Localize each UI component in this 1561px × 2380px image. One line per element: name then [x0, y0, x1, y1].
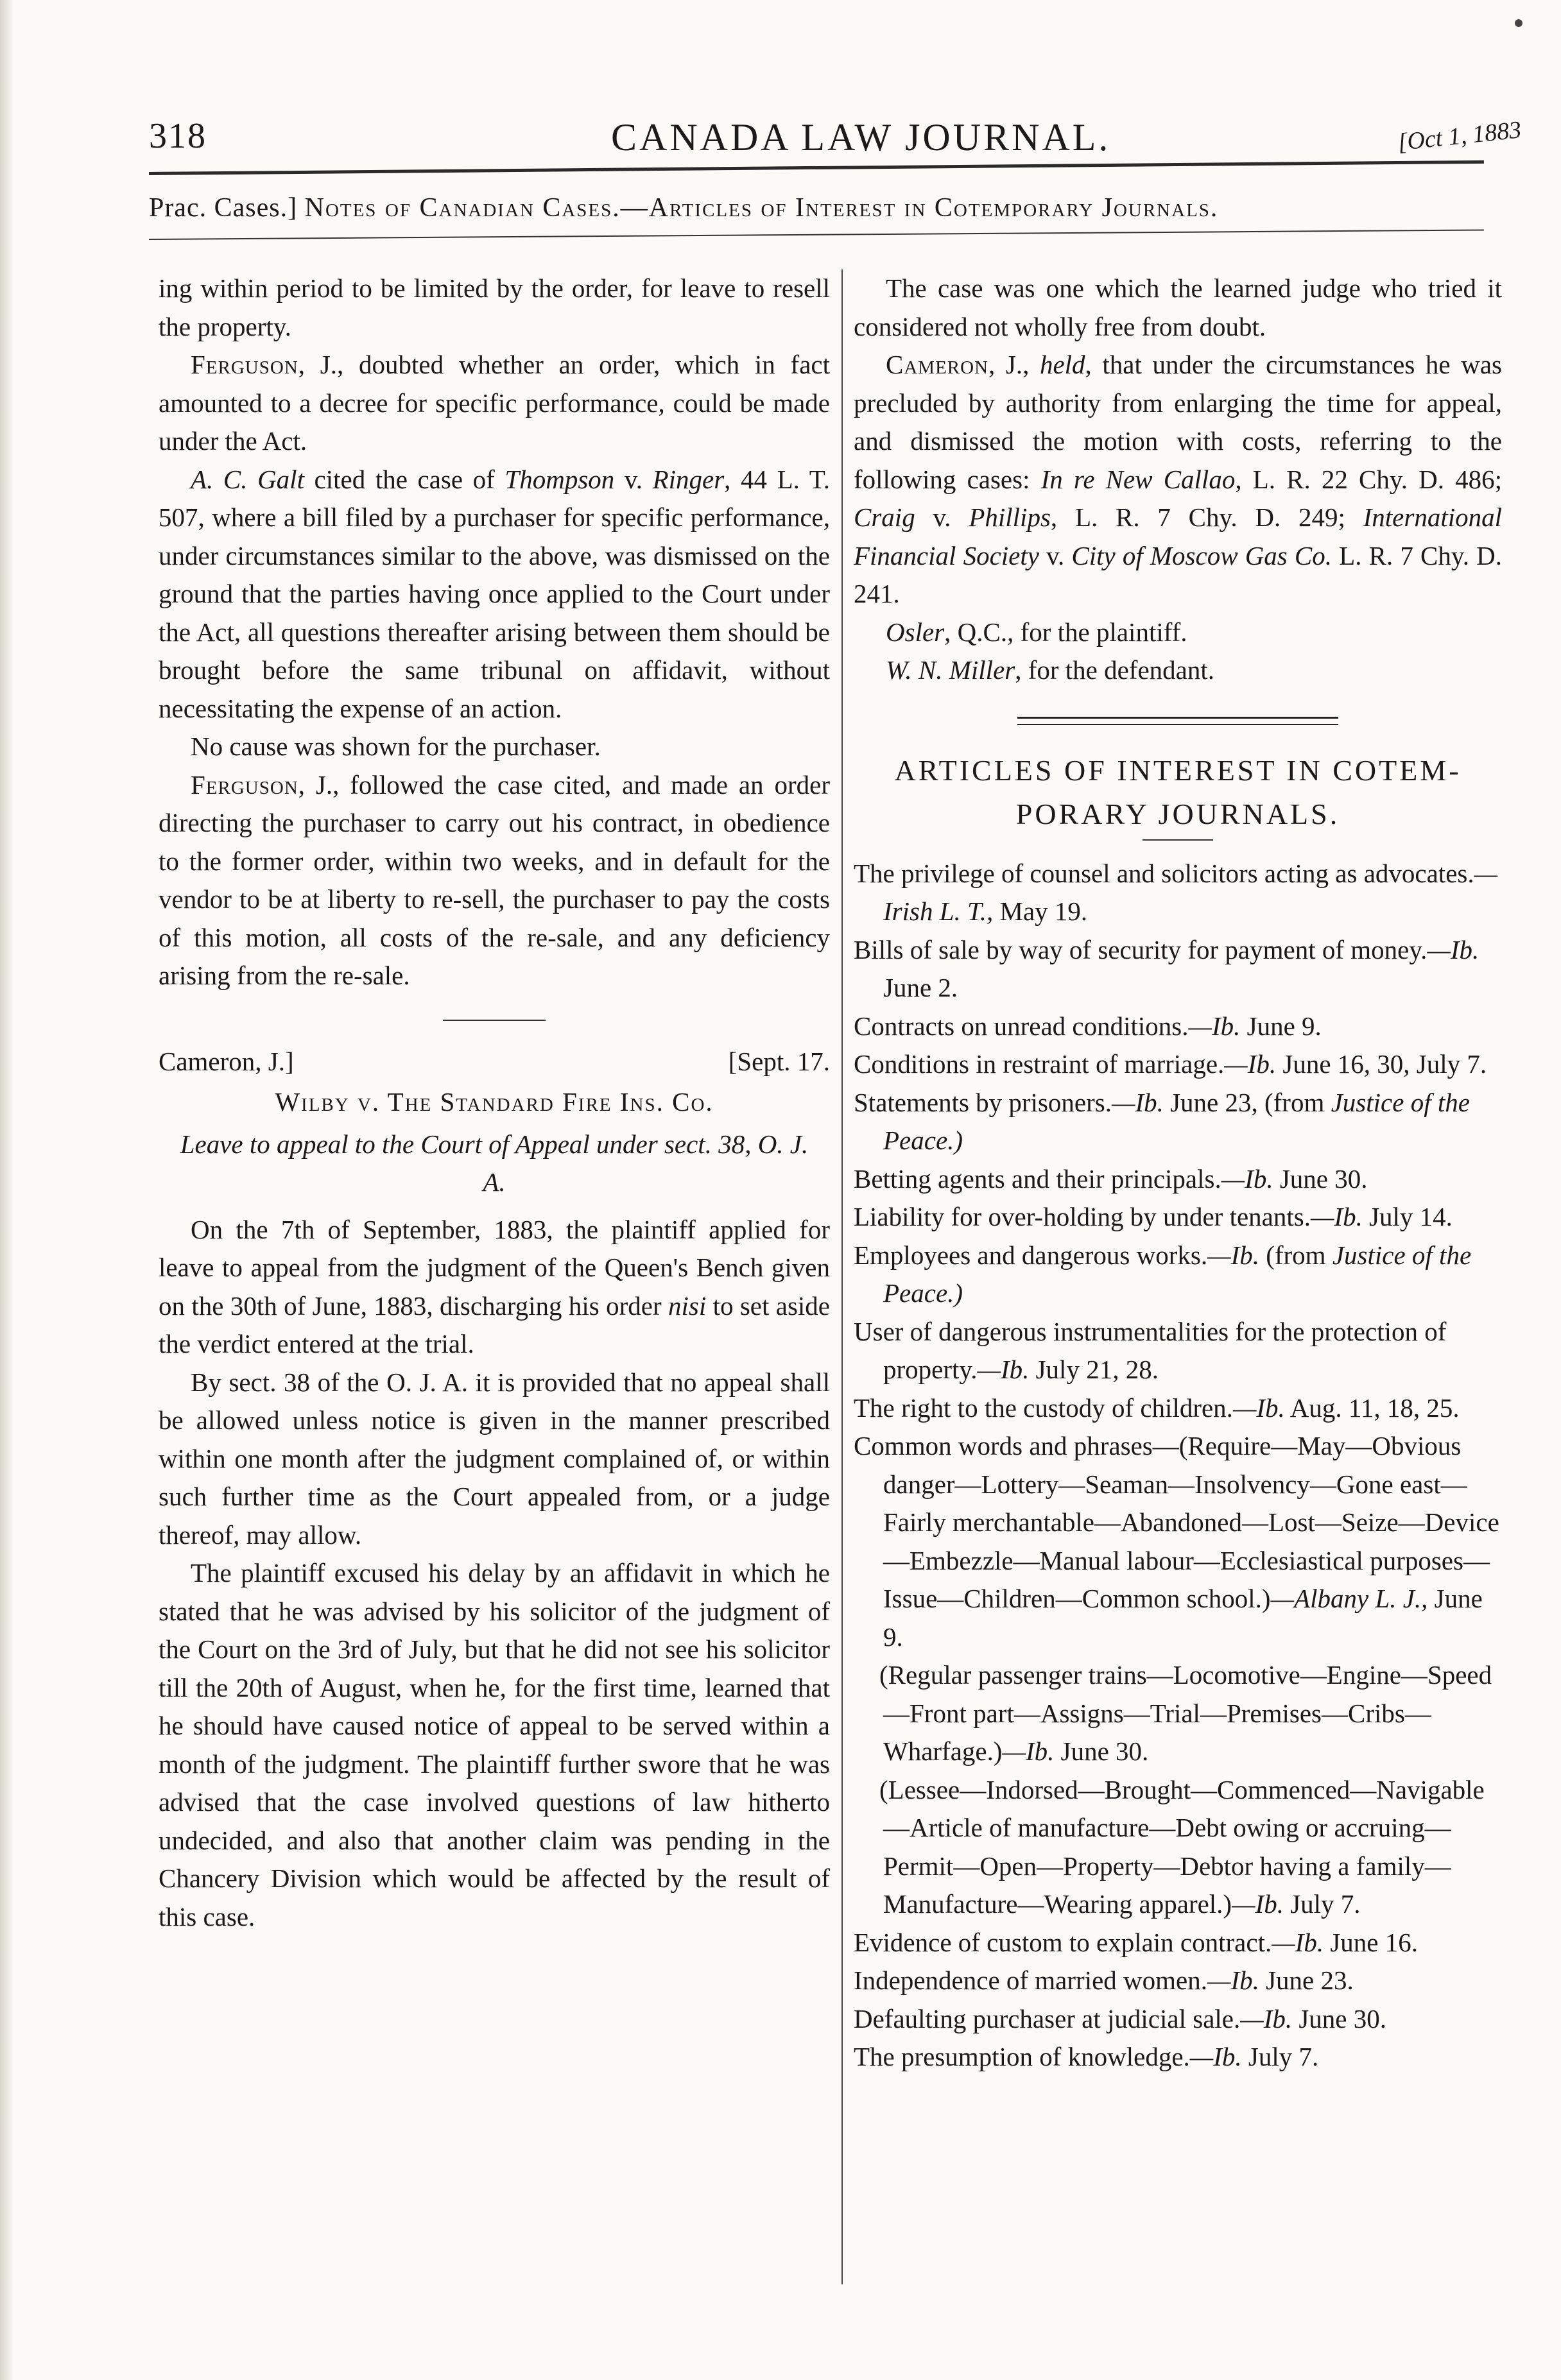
journal-title: CANADA LAW JOURNAL. [611, 116, 1111, 158]
article-title: The privilege of counsel and solicitors acting as advocates. [854, 858, 1474, 888]
case-judge: Cameron, J.] [159, 1046, 294, 1076]
page-number: 318 [149, 116, 207, 156]
article-title: Independence of married women. [854, 1965, 1207, 1995]
paragraph-text: cited the case of [304, 464, 505, 494]
running-head-prefix: Prac. Cases.] [149, 193, 298, 223]
article-title: Liability for over-holding by under tenants. [854, 1202, 1311, 1231]
paragraph-text: , that under the circumstances he was precluded by authority from enlarging the time for appeal, and dismissed the motion with costs, referring to the following cases: [854, 350, 1502, 494]
case-title: Wilby v. The Standard Fire Ins. Co. [275, 1087, 714, 1117]
article-entry [854, 1007, 1502, 1046]
latin-term: nisi [668, 1290, 707, 1321]
article-source: —Ib. [1240, 2003, 1293, 2033]
paragraph-text: , J., followed the case cited, and made an order directing the purchaser to carry out his contract, in obedience to the former order, within two weeks, and in default for the vendor to be at liberty to re-sell, the purchaser to pay the costs of this motion, all costs of the re-sale, and any deficiency arising from the re-sale. [159, 769, 830, 990]
paragraph-text: v. [1039, 540, 1072, 570]
left-column [159, 270, 830, 1936]
case-name: City of Moscow Gas Co. [1071, 540, 1332, 570]
article-source: —Ib. [1111, 1087, 1164, 1117]
running-head [149, 193, 1522, 223]
article-date: July 21, 28. [1029, 1355, 1159, 1384]
article-entry [854, 931, 1502, 1007]
article-date: June 16, 30, July 7. [1276, 1049, 1487, 1079]
article-source: —Ib. [1207, 1965, 1259, 1995]
article-source: —Ib. [1232, 1392, 1285, 1423]
article-title: Contracts on unread conditions. [854, 1011, 1189, 1041]
article-date: June 9. [883, 1584, 1483, 1652]
article-title: Evidence of custom to explain contract. [854, 1927, 1272, 1957]
article-title: Betting agents and their principals. [854, 1163, 1221, 1194]
article-date: June 30. [1054, 1736, 1149, 1766]
right-column [854, 270, 1502, 2076]
paragraph-text: , J., [988, 350, 1040, 379]
article-source: —Ib. [1224, 1049, 1277, 1079]
article-title: (Lessee—Indorsed—Brought—Commenced—Navigable—Article of manufacture—Debt owing or accruing—Permit—Open—Property—Debtor having a family—Manufacture—Wearing apparel.) [879, 1774, 1485, 1919]
article-source: —Ib. [1427, 934, 1479, 964]
paragraph: By sect. 38 of the O. J. A. it is provided that no appeal shall be allowed unless notice is given in the manner prescribed within one month after the judgment complained of, or within such further time as the Court appealed from, or a judge thereof, may allow. [159, 1367, 830, 1550]
counsel-name: A. C. Galt [191, 464, 304, 494]
held-term: held [1039, 350, 1085, 379]
article-origin: Justice of the Peace.) [883, 1240, 1472, 1308]
paragraph-text: to set aside the verdict entered at the trial. [159, 1290, 830, 1358]
article-date: June 23. [1259, 1965, 1354, 1995]
judge-name: Ferguson [191, 769, 298, 800]
article-date: July 7. [1241, 2042, 1319, 2071]
article-entry [854, 1962, 1502, 2000]
article-date: June 30. [1273, 1163, 1368, 1194]
case-name: In re New Callao [1040, 464, 1236, 494]
article-entry [854, 1313, 1502, 1389]
article-title: User of dangerous instrumentalities for the protection of property. [854, 1316, 1447, 1384]
paragraph [159, 346, 830, 461]
paragraph-text: , 44 L. T. 507, where a bill filed by a purchaser for specific performance, under circumstances similar to the above, was dismissed on the ground that the parties having once applied to the Court under the Act, all questions thereafter arising between them should be brought before the same tribunal on affidavit, without necessitating the expense of an action. [159, 464, 830, 723]
article-entry [854, 1427, 1502, 1656]
article-source: —Ib. [1189, 2042, 1242, 2071]
article-entry [854, 2000, 1502, 2039]
issue-date: [Oct 1, 1883 [1396, 116, 1522, 157]
case-name: Craig [854, 502, 915, 532]
section-separator [1143, 839, 1213, 841]
article-source: —Albany L. J., [1270, 1584, 1428, 1613]
paragraph-text: v. [915, 502, 969, 532]
article-date: July 14. [1362, 1202, 1453, 1231]
article-source: —Irish L. T., [883, 858, 1498, 926]
section-separator [443, 1020, 546, 1021]
paragraph-text: v. [614, 464, 653, 494]
article-date: Aug. 11, 18, 25. [1284, 1392, 1460, 1423]
article-source: —Ib. [1221, 1163, 1273, 1194]
article-title: Bills of sale by way of security for payment of money. [854, 934, 1427, 964]
article-source: —Ib. [977, 1355, 1030, 1384]
article-entry [854, 1237, 1502, 1313]
article-title: Statements by prisoners. [854, 1087, 1112, 1117]
counsel-name: W. N. Miller [886, 655, 1015, 685]
counsel-line [854, 613, 1502, 652]
case-subtitle: Leave to appeal to the Court of Appeal under sect. 38, O. J. A. [180, 1129, 809, 1197]
article-source: —Ib. [1188, 1011, 1241, 1041]
article-title: The presumption of knowledge. [854, 2042, 1190, 2071]
article-source: —Ib. [1272, 1927, 1324, 1957]
article-entry [854, 1924, 1502, 1962]
paragraph-text: , Q.C., for the plaintiff. [944, 617, 1187, 647]
paragraph-text: , L. R. 22 Chy. D. 486; [1235, 464, 1502, 494]
ink-spot [1515, 19, 1522, 27]
section-double-rule [1017, 717, 1338, 725]
article-entry [854, 1198, 1502, 1237]
article-source: —Ib. [1232, 1889, 1284, 1919]
paragraph-text: , for the defendant. [1015, 655, 1215, 685]
article-date: (from [1259, 1240, 1332, 1270]
paragraph-text: L. R. 7 Chy. D. 241. [854, 540, 1502, 608]
page-fold-shadow [0, 0, 14, 2380]
article-date: June 9. [1240, 1011, 1322, 1041]
article-date: June 16. [1324, 1927, 1418, 1957]
case-name: Thompson [505, 464, 615, 494]
article-entry [854, 1160, 1502, 1199]
article-source: —Ib. [1310, 1202, 1363, 1231]
running-head-rule [149, 229, 1484, 240]
page-header [149, 116, 1522, 167]
article-entry [854, 1656, 1502, 1771]
article-entry [854, 855, 1502, 931]
paragraph: The plaintiff excused his delay by an affidavit in which he stated that he was advised by his solicitor of the judgment of the Court on the 3rd of July, but that he did not see his solicitor till the 20th of August, when he, for the first time, learned that he should have caused notice of appeal to be served within a month of the judgment. The plaintiff further swore that he was advised that the case involved questions of law hitherto undecided, and also that another claim was pending in the Chancery Division which would be affected by the result of this case. [159, 1558, 830, 1931]
case-date: [Sept. 17. [728, 1046, 830, 1076]
paragraph: ing within period to be limited by the order, for leave to resell the property. [159, 273, 830, 341]
article-entry [854, 2038, 1502, 2076]
paragraph [854, 346, 1502, 613]
article-date: June 23, (from [1163, 1087, 1331, 1117]
paragraph [159, 461, 830, 728]
article-date: July 7. [1283, 1889, 1361, 1919]
counsel-name: Osler [886, 617, 945, 647]
paragraph: The case was one which the learned judge who tried it considered not wholly free from doubt. [854, 273, 1502, 341]
paragraph-text: , J., doubted whether an order, which in fact amounted to a decree for specific performance, could be made under the Act. [159, 350, 830, 456]
article-title: Employees and dangerous works. [854, 1240, 1208, 1270]
section-title: PORARY JOURNALS. [1015, 797, 1340, 830]
case-header [159, 1043, 830, 1081]
section-title: ARTICLES OF INTEREST IN COTEM- [894, 753, 1462, 787]
column-divider [841, 270, 843, 2284]
article-entry [854, 1084, 1502, 1160]
judge-name: Cameron [886, 350, 989, 379]
article-title: Common words and phrases—(Require—May—Obvious danger—Lottery—Seaman—Insolvency—Gone east—Fairly merchantable—Abandoned—Lost—Seize—Device—Embezzle—Manual labour—Ecclesiastical purposes—Issue—Children—Common school.) [854, 1431, 1499, 1613]
article-date: June 2. [883, 973, 958, 1002]
article-source: —Ib. [1207, 1240, 1259, 1270]
article-entry [854, 1045, 1502, 1084]
running-head-section: Notes of Canadian Cases.—Articles of Interest in Cotemporary Journals. [304, 193, 1219, 223]
article-title: The right to the custody of children. [854, 1392, 1233, 1423]
paragraph [159, 766, 830, 995]
paragraph-text: On the 7th of September, 1883, the plaintiff applied for leave to appeal from the judgment of the Queen's Bench given on the 30th of June, 1883, discharging his order [159, 1214, 830, 1321]
article-date: June 30. [1292, 2003, 1386, 2033]
article-title: Defaulting purchaser at judicial sale. [854, 2003, 1241, 2033]
article-date: May 19. [993, 896, 1088, 926]
case-name: Phillips [969, 502, 1051, 532]
article-entry [854, 1389, 1502, 1428]
case-name: International Financial Society [854, 502, 1503, 570]
article-source: —Ib. [1002, 1736, 1055, 1766]
case-name: Ringer [652, 464, 725, 494]
paragraph: No cause was shown for the purchaser. [191, 732, 601, 761]
paragraph [159, 1211, 830, 1364]
article-title: (Regular passenger trains—Locomotive—Engine—Speed—Front part—Assigns—Trial—Premises—Cribs—Wharfage.) [879, 1660, 1492, 1766]
article-title: Conditions in restraint of marriage. [854, 1049, 1225, 1079]
paragraph-text: , L. R. 7 Chy. D. 249; [1050, 502, 1363, 532]
article-entry [854, 1771, 1502, 1924]
judge-name: Ferguson [191, 350, 298, 379]
article-origin: Justice of the Peace.) [883, 1087, 1470, 1155]
article-list [854, 855, 1502, 2076]
counsel-line [854, 651, 1502, 690]
